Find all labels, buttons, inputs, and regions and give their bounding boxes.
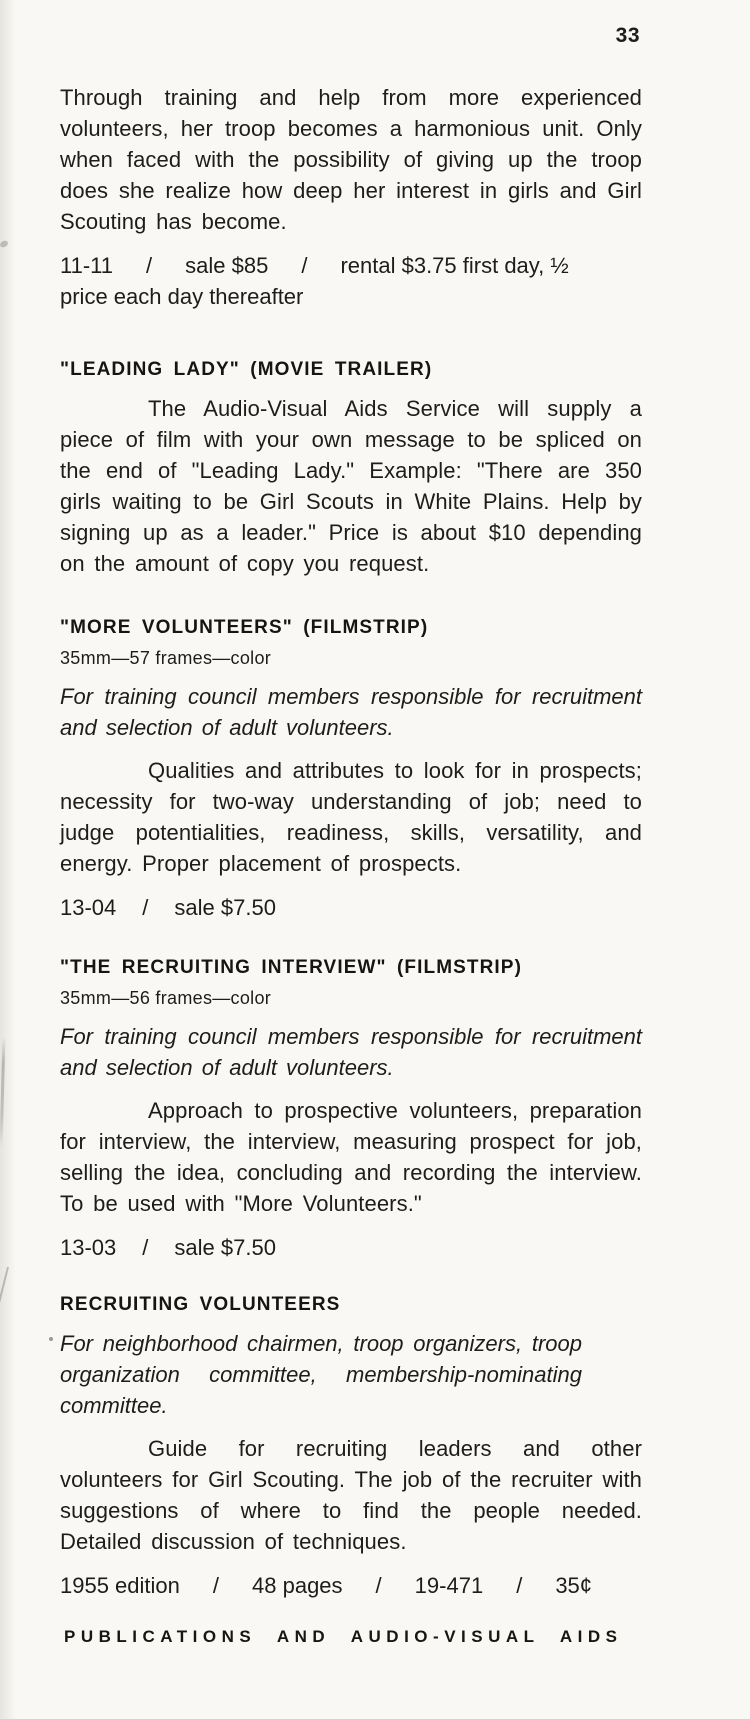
catalog-line xyxy=(60,1570,642,1601)
catalog-sale-price: sale $7.50 xyxy=(174,1235,276,1260)
catalog-pages: 48 pages xyxy=(252,1573,343,1598)
format-spec: 35mm—57 frames—color xyxy=(60,648,272,668)
format-spec: 35mm—56 frames—color xyxy=(60,988,272,1008)
slash-separator: / xyxy=(142,895,149,920)
page-number: 33 xyxy=(615,24,640,47)
catalog-number: 13-03 xyxy=(60,1235,117,1260)
section-intro-continuation xyxy=(60,82,642,312)
section-heading: "LEADING LADY" (MOVIE TRAILER) xyxy=(60,359,433,380)
section-more-volunteers xyxy=(60,617,642,923)
section-description: Guide for recruiting leaders and other volunteers for Girl Scouting. The job of the recruiter with suggestions of where to find the people needed. Detailed discussion of techniques. xyxy=(60,1436,642,1554)
intro-paragraph: Through training and help from more experienced volunteers, her troop becomes a harmonious unit. Only when faced with the possibility of giving up the troop does she realize how deep her interest in girls and Girl Scouting has become. xyxy=(60,85,642,234)
section-recruiting-interview xyxy=(60,957,642,1263)
catalog-sale-price: sale $7.50 xyxy=(174,895,276,920)
catalog-line-continuation: price each day thereafter xyxy=(60,284,304,309)
catalog-line xyxy=(60,1232,642,1263)
running-footer: PUBLICATIONS AND AUDIO-VISUAL AIDS xyxy=(64,1627,623,1646)
section-leading-lady xyxy=(60,359,642,579)
catalog-sale-price: sale $85 xyxy=(185,253,269,278)
catalog-price: 35¢ xyxy=(555,1573,593,1598)
slash-separator: / xyxy=(142,1235,149,1260)
section-description: Approach to prospective volunteers, preparation for interview, the interview, measuring prospect for job, selling the idea, concluding and recording the interview. To be used with "More Volunteers." xyxy=(60,1098,642,1216)
section-description: Qualities and attributes to look for in prospects; necessity for two-way understanding of job; need to judge potentialities, readiness, skills, versatility, and energy. Proper placement of prospects. xyxy=(60,758,642,876)
slash-separator: / xyxy=(375,1573,382,1598)
slash-separator: / xyxy=(301,253,308,278)
section-heading: RECRUITING VOLUNTEERS xyxy=(60,1294,341,1315)
slash-separator: / xyxy=(516,1573,523,1598)
audience-note: For training council members responsible for recruitment and selection of adult volunteers. xyxy=(60,1024,642,1080)
catalog-line xyxy=(60,250,642,281)
catalog-number: 11-11 xyxy=(60,253,114,278)
slash-separator: / xyxy=(146,253,153,278)
audience-note: For neighborhood chairmen, troop organizers, troop organization committee, membership-nominating committee. xyxy=(60,1331,582,1418)
section-description: The Audio-Visual Aids Service will supply a piece of film with your own message to be spliced on the end of "Leading Lady." Example: "There are 350 girls waiting to be Girl Scouts in White Plains. Help by signing up as a leader." Price is about $10 depending on the amount of copy you request. xyxy=(60,396,642,576)
section-heading: "THE RECRUITING INTERVIEW" (FILMSTRIP) xyxy=(60,957,523,978)
catalog-edition: 1955 edition xyxy=(60,1573,180,1598)
slash-separator: / xyxy=(212,1573,220,1598)
section-heading: "MORE VOLUNTEERS" (FILMSTRIP) xyxy=(60,617,429,638)
catalog-number: 19-471 xyxy=(414,1573,484,1598)
catalog-line xyxy=(60,892,642,923)
section-recruiting-volunteers xyxy=(60,1294,642,1601)
catalog-rental-price: rental $3.75 first day, ½ xyxy=(340,253,569,278)
audience-note: For training council members responsible for recruitment and selection of adult volunteers. xyxy=(60,684,642,740)
catalog-number: 13-04 xyxy=(60,895,117,920)
